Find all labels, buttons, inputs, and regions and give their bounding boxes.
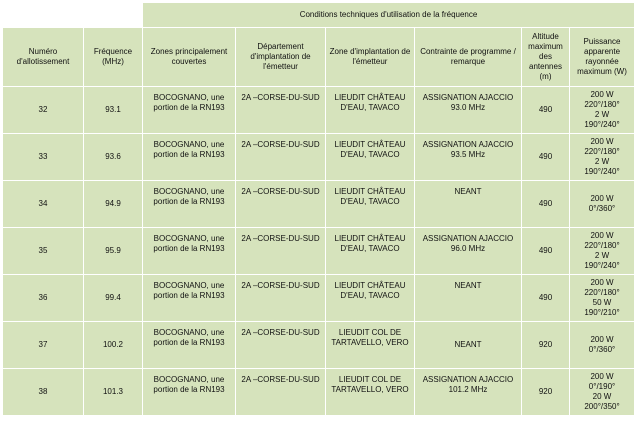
cell-zones: BOCOGNANO, une portion de la RN193: [143, 134, 236, 181]
puissance-line: 0°/360°: [588, 345, 616, 354]
cell-altitude: 490: [522, 87, 570, 134]
cell-numero: 34: [3, 181, 84, 228]
cell-altitude: 490: [522, 275, 570, 322]
puissance-line: 200 W: [590, 137, 614, 146]
table-row: [3, 322, 635, 369]
puissance-line: 220°/180°: [584, 241, 620, 250]
table-row: [3, 228, 635, 275]
cell-altitude: 490: [522, 181, 570, 228]
puissance-line: 190°/240°: [584, 261, 620, 270]
puissance-line: 220°/180°: [584, 288, 620, 297]
cell-numero: 35: [3, 228, 84, 275]
cell-zone-implantation: LIEUDIT CHÂTEAU D'EAU, TAVACO: [326, 228, 415, 275]
cell-altitude: 920: [522, 322, 570, 369]
cell-zones: BOCOGNANO, une portion de la RN193: [143, 369, 236, 416]
cell-contrainte: ASSIGNATION AJACCIO 93.5 MHz: [415, 134, 522, 181]
puissance-line: 200°/350°: [584, 402, 620, 411]
cell-puissance: [570, 87, 635, 134]
cell-contrainte: ASSIGNATION AJACCIO 101.2 MHz: [415, 369, 522, 416]
puissance-line: 200 W: [590, 194, 614, 203]
header-corner-blank: [3, 3, 84, 28]
puissance-line: 200 W: [590, 231, 614, 240]
cell-puissance: [570, 275, 635, 322]
header-zone-implantation: Zone d'implantation de l'émetteur: [326, 28, 415, 87]
cell-numero: 33: [3, 134, 84, 181]
cell-puissance: [570, 228, 635, 275]
table-row: [3, 87, 635, 134]
puissance-line: 200 W: [590, 372, 614, 381]
cell-contrainte: ASSIGNATION AJACCIO 93.0 MHz: [415, 87, 522, 134]
puissance-line: 2 W: [594, 251, 610, 260]
puissance-line: 190°/240°: [584, 120, 620, 129]
cell-zone-implantation: LIEUDIT CHÂTEAU D'EAU, TAVACO: [326, 134, 415, 181]
cell-zone-implantation: LIEUDIT COL DE TARTAVELLO, VERO: [326, 369, 415, 416]
header-puissance: Puissance apparente rayonnée maximum (W): [570, 28, 635, 87]
cell-zone-implantation: LIEUDIT CHÂTEAU D'EAU, TAVACO: [326, 181, 415, 228]
cell-departement: 2A –CORSE-DU-SUD: [236, 134, 326, 181]
cell-contrainte: NEANT: [415, 181, 522, 228]
puissance-line: 200 W: [590, 90, 614, 99]
cell-altitude: 920: [522, 369, 570, 416]
cell-departement: 2A –CORSE-DU-SUD: [236, 181, 326, 228]
puissance-line: 0°/360°: [588, 204, 616, 213]
header-zones: Zones principalement couvertes: [143, 28, 236, 87]
cell-zones: BOCOGNANO, une portion de la RN193: [143, 275, 236, 322]
cell-zone-implantation: LIEUDIT CHÂTEAU D'EAU, TAVACO: [326, 87, 415, 134]
header-corner-blank: [84, 3, 143, 28]
table-body: [3, 87, 635, 416]
puissance-line: 190°/240°: [584, 167, 620, 176]
header-departement: Département d'implantation de l'émetteur: [236, 28, 326, 87]
cell-contrainte: ASSIGNATION AJACCIO 96.0 MHz: [415, 228, 522, 275]
cell-frequence: 93.6: [84, 134, 143, 181]
cell-numero: 37: [3, 322, 84, 369]
puissance-line: 0°/190°: [588, 382, 616, 391]
cell-frequence: 99.4: [84, 275, 143, 322]
cell-altitude: 490: [522, 228, 570, 275]
header-altitude: Altitude maximum des antennes (m): [522, 28, 570, 87]
cell-departement: 2A –CORSE-DU-SUD: [236, 322, 326, 369]
header-numero: Numéro d'allotissement: [3, 28, 84, 87]
header-frequence: Fréquence (MHz): [84, 28, 143, 87]
puissance-line: 2 W: [594, 157, 610, 166]
cell-puissance: [570, 181, 635, 228]
puissance-line: 220°/180°: [584, 100, 620, 109]
cell-departement: 2A –CORSE-DU-SUD: [236, 87, 326, 134]
puissance-line: 20 W: [592, 392, 612, 401]
cell-zones: BOCOGNANO, une portion de la RN193: [143, 181, 236, 228]
cell-frequence: 100.2: [84, 322, 143, 369]
header-group-title: Conditions techniques d'utilisation de la fréquence: [143, 3, 635, 28]
cell-numero: 36: [3, 275, 84, 322]
cell-frequence: 94.9: [84, 181, 143, 228]
cell-frequence: 93.1: [84, 87, 143, 134]
table-row: [3, 275, 635, 322]
cell-departement: 2A –CORSE-DU-SUD: [236, 228, 326, 275]
cell-contrainte: NEANT: [415, 322, 522, 369]
cell-zone-implantation: LIEUDIT CHÂTEAU D'EAU, TAVACO: [326, 275, 415, 322]
cell-zones: BOCOGNANO, une portion de la RN193: [143, 322, 236, 369]
cell-frequence: 95.9: [84, 228, 143, 275]
cell-zones: BOCOGNANO, une portion de la RN193: [143, 87, 236, 134]
cell-puissance: [570, 322, 635, 369]
cell-numero: 38: [3, 369, 84, 416]
cell-zone-implantation: LIEUDIT COL DE TARTAVELLO, VERO: [326, 322, 415, 369]
cell-altitude: 490: [522, 134, 570, 181]
puissance-line: 50 W: [592, 298, 612, 307]
frequency-allotment-table: [2, 2, 635, 416]
header-contrainte: Contrainte de programme / remarque: [415, 28, 522, 87]
cell-puissance: [570, 369, 635, 416]
cell-frequence: 101.3: [84, 369, 143, 416]
cell-departement: 2A –CORSE-DU-SUD: [236, 369, 326, 416]
puissance-line: 2 W: [594, 110, 610, 119]
puissance-line: 200 W: [590, 278, 614, 287]
cell-numero: 32: [3, 87, 84, 134]
cell-zones: BOCOGNANO, une portion de la RN193: [143, 228, 236, 275]
table-row: [3, 369, 635, 416]
puissance-line: 220°/180°: [584, 147, 620, 156]
table-row: [3, 181, 635, 228]
cell-contrainte: NEANT: [415, 275, 522, 322]
cell-departement: 2A –CORSE-DU-SUD: [236, 275, 326, 322]
cell-puissance: [570, 134, 635, 181]
table-row: [3, 134, 635, 181]
puissance-line: 190°/210°: [584, 308, 620, 317]
puissance-line: 200 W: [590, 335, 614, 344]
